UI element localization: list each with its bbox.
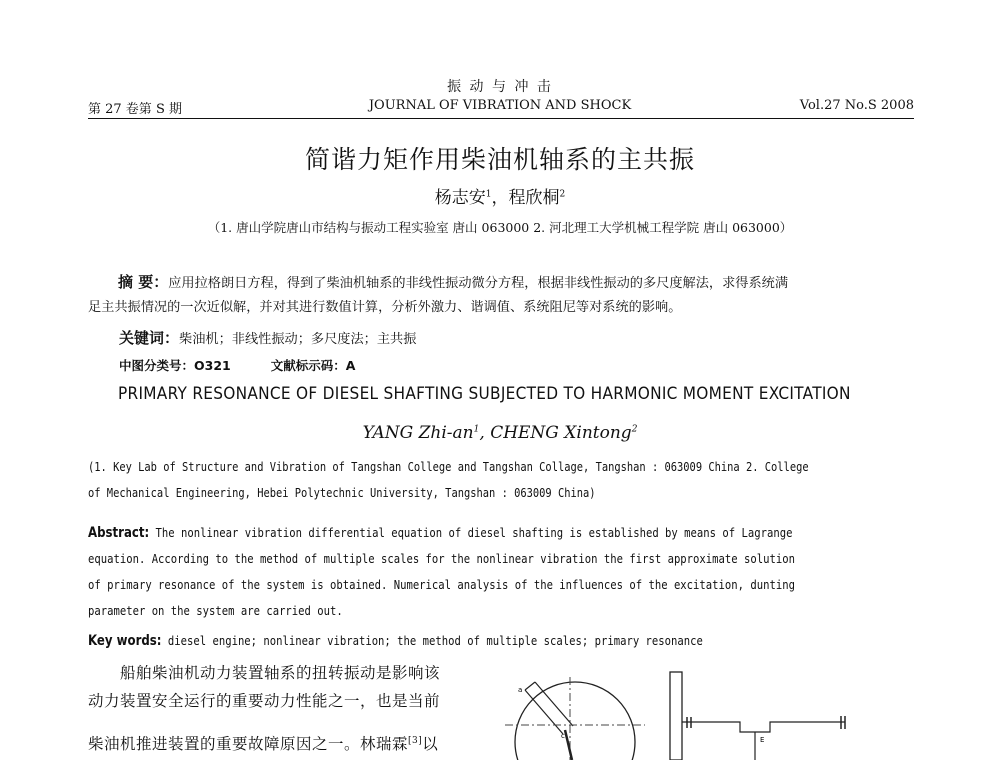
- abstract-en-line-1: [88, 520, 920, 547]
- abstract-cn-line-2: 足主共振情况的一次近似解，并对其进行数值计算，分析外激力、谐调值、系统阻尼等对系统的影响。: [88, 300, 682, 315]
- abstract-en-line-3: of primary resonance of the system is obtained. Numerical analysis of the influences of the excitation, dunting: [88, 577, 795, 592]
- paper-title-cn: 简谐力矩作用柴油机轴系的主共振: [304, 145, 695, 174]
- connecting-rod: [565, 730, 572, 760]
- label-e: E: [760, 736, 765, 744]
- body-ref: [3]: [408, 736, 423, 746]
- affiliation-cn: （1. 唐山学院唐山市结构与振动工程实验室 唐山 063000 2. 河北理工大学机械工程学院 唐山 063000）: [207, 220, 793, 235]
- volume-issue-cn: 第 27 卷第 S 期: [88, 102, 182, 117]
- shaft-line: [682, 722, 845, 732]
- body-line-3-tail: 以: [422, 735, 439, 754]
- label-a: a: [518, 686, 523, 694]
- abstract-en-text-1: The nonlinear vibration differential equation of diesel shafting is established by means of Lagrange: [149, 525, 793, 540]
- doc-code-label: 文献标示码：: [270, 358, 346, 373]
- affiliation-en-line-1: (1. Key Lab of Structure and Vibration of Tangshan College and Tangshan Collage, Tangshan : 063009 China 2. College: [88, 459, 809, 474]
- abstract-cn-line-1: 应用拉格朗日方程，得到了柴油机轴系的非线性振动微分方程，根据非线性振动的多尺度解法，求得系统满: [168, 276, 789, 291]
- journal-name-cn: 振 动 与 冲 击: [447, 79, 553, 95]
- shaft-diagram: [505, 662, 885, 760]
- body-line-3-text: 柴油机推进装置的重要故障原因之一。林瑞霖: [88, 735, 409, 754]
- crank-arm-edge-2: [535, 682, 573, 726]
- volume-issue-en: Vol.27 No.S 2008: [799, 98, 914, 113]
- keywords-en-label: Key words:: [88, 633, 162, 649]
- clc-value: O321: [194, 358, 231, 373]
- keywords-cn: [119, 327, 416, 348]
- author-1-en: YANG Zhi-an: [362, 423, 474, 443]
- keywords-cn-label: 关键词：: [119, 329, 180, 347]
- crank-disc: [515, 682, 635, 760]
- body-line-2: 动力装置安全运行的重要动力性能之一，也是当前: [88, 692, 441, 710]
- author-2-en: CHENG Xintong: [490, 423, 632, 443]
- abstract-en-line-2: equation. According to the method of multiple scales for the nonlinear vibration the first approximate solution: [88, 551, 795, 566]
- classification-line: [119, 356, 355, 374]
- paper-title-en: PRIMARY RESONANCE OF DIESEL SHAFTING SUBJECTED TO HARMONIC MOMENT EXCITATION: [118, 384, 851, 403]
- authors-cn: [0, 183, 1000, 208]
- doc-code-value: A: [345, 358, 356, 373]
- abstract-cn: [88, 270, 916, 296]
- keywords-en: [88, 628, 920, 655]
- label-c: c: [561, 732, 565, 740]
- abstract-en-label: Abstract:: [88, 525, 150, 541]
- author-separator-en: ,: [479, 423, 491, 443]
- author-1-cn-affil: 1: [485, 189, 492, 200]
- author-2-cn: 程欣桐: [508, 188, 560, 208]
- author-separator-cn: ，: [491, 188, 509, 208]
- keywords-en-text: diesel engine; nonlinear vibration; the method of multiple scales; primary resonance: [161, 633, 703, 648]
- abstract-en-line-4: parameter on the system are carried out.: [88, 603, 343, 618]
- author-2-cn-affil: 2: [559, 189, 566, 200]
- header-rule: [88, 118, 914, 119]
- flywheel: [670, 672, 682, 760]
- author-2-en-affil: 2: [631, 424, 638, 435]
- affiliation-en-line-2: of Mechanical Engineering, Hebei Polytechnic University, Tangshan : 063009 China): [88, 485, 596, 500]
- abstract-cn-label: 摘 要：: [118, 273, 169, 291]
- clc-label: 中图分类号：: [119, 358, 195, 373]
- authors-en: [0, 423, 1000, 443]
- keywords-cn-text: 柴油机；非线性振动；多尺度法；主共振: [179, 332, 417, 347]
- body-line-3: [88, 727, 498, 758]
- author-1-en-affil: 1: [473, 424, 480, 435]
- crank-arm-end: [525, 682, 535, 690]
- journal-name-en: JOURNAL OF VIBRATION AND SHOCK: [368, 98, 632, 113]
- body-line-1: 船舶柴油机动力装置轴系的扭转振动是影响该: [120, 664, 441, 682]
- crank-arm-edge-1: [525, 690, 563, 734]
- author-1-cn: 杨志安: [434, 188, 486, 208]
